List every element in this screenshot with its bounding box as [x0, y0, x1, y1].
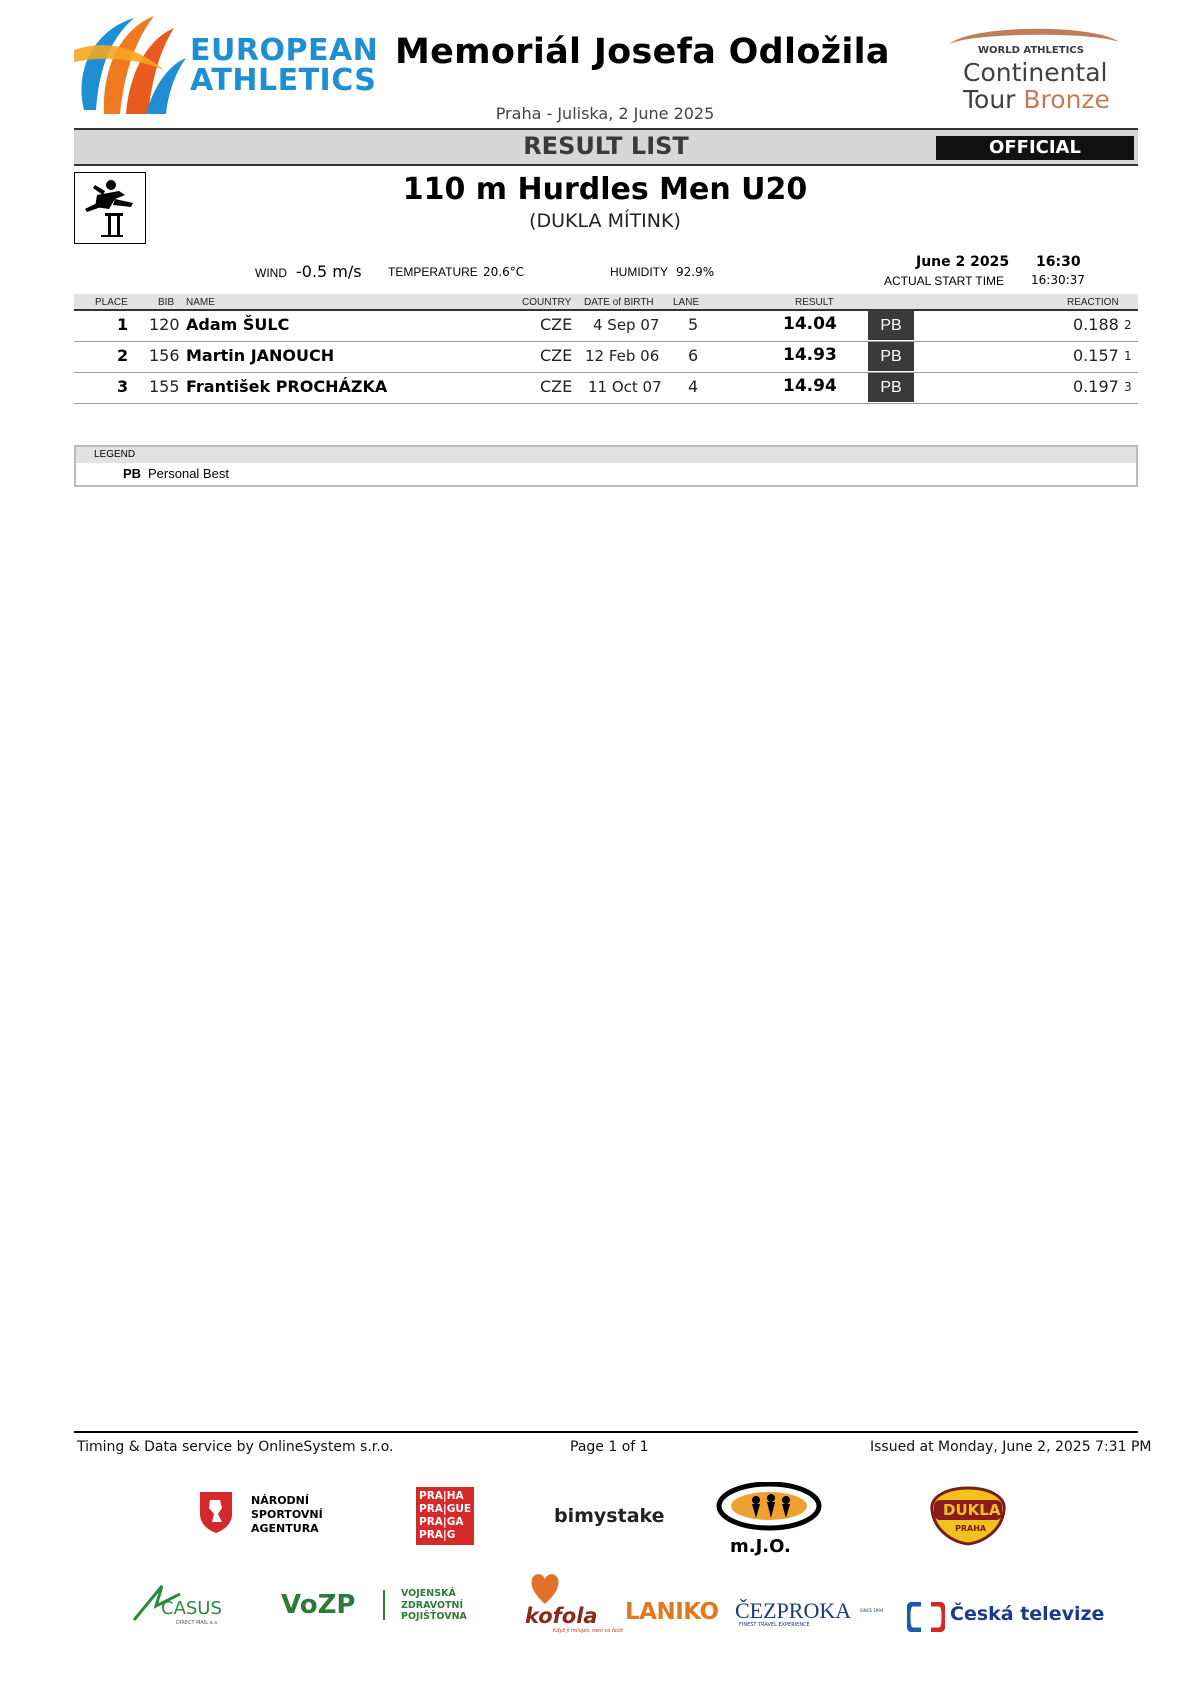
vozp-logo-text: VoZP — [281, 1590, 356, 1620]
praha-logo: PRA|HA PRA|GUE PRA|GA PRA|G — [416, 1487, 474, 1545]
kofola-logo-text: kofola — [525, 1604, 598, 1628]
humidity-label: HUMIDITY — [610, 265, 668, 279]
event-pictogram — [74, 172, 146, 244]
actual-start-time: 16:30:37 — [1031, 273, 1085, 287]
casus-logo-text: CASUS — [161, 1598, 222, 1619]
vozp-divider — [383, 1590, 385, 1620]
col-reaction: REACTION — [1067, 297, 1119, 308]
athlete-name: František PROCHÁZKA — [186, 377, 388, 396]
cezproka-subtext: FINEST TRAVEL EXPERIENCE — [739, 1622, 810, 1628]
record-badge: PB — [868, 373, 914, 402]
meet-title: Memoriál Josefa Odložila — [395, 32, 890, 72]
wind-value: -0.5 m/s — [296, 262, 362, 281]
col-country: COUNTRY — [522, 297, 572, 308]
col-dob: DATE of BIRTH — [584, 297, 654, 308]
place: 3 — [117, 377, 129, 396]
cezproka-logo: ČEZPROKA — [735, 1598, 852, 1623]
col-lane: LANE — [673, 297, 700, 308]
event-title: 110 m Hurdles Men U20 — [402, 172, 808, 207]
nsa-logo-text: NÁRODNÍ SPORTOVNÍ AGENTURA — [251, 1494, 323, 1535]
wind-label: WIND — [255, 266, 287, 280]
tour-logo-line1: Continental — [963, 58, 1108, 87]
bib: 156 — [149, 346, 180, 365]
bimystake-logo: bimystake — [554, 1505, 665, 1527]
timing-credit: Timing & Data service by OnlineSystem s.r.o. — [77, 1439, 394, 1455]
legend-header — [76, 447, 1136, 463]
legend-title: LEGEND — [94, 449, 136, 460]
place: 1 — [117, 315, 129, 334]
nsa-shield-icon — [198, 1490, 234, 1534]
place: 2 — [117, 346, 129, 365]
kofola-heart-icon — [530, 1570, 560, 1606]
european-athletics-logo-icon — [74, 10, 189, 120]
country: CZE — [540, 377, 573, 396]
lane: 5 — [688, 315, 699, 334]
lane: 6 — [688, 346, 699, 365]
humidity-value: 92.9% — [676, 265, 715, 279]
record-badge: PB — [868, 342, 914, 371]
temperature-value: 20.6°C — [483, 265, 525, 279]
page-number: Page 1 of 1 — [570, 1439, 649, 1455]
col-place: PLACE — [95, 297, 128, 308]
mjo-track-logo-icon — [716, 1482, 822, 1540]
mjo-logo-text: m.J.O. — [730, 1536, 791, 1557]
tour-logo-small-text: WORLD ATHLETICS — [978, 45, 1085, 56]
result: 14.93 — [783, 345, 837, 365]
event-date: June 2 2025 — [916, 254, 1010, 270]
lane: 4 — [688, 377, 699, 396]
col-name: NAME — [186, 297, 215, 308]
result: 14.94 — [783, 376, 837, 396]
scheduled-time: 16:30 — [1036, 254, 1081, 270]
european-athletics-wordmark: EUROPEAN ATHLETICS — [190, 33, 379, 98]
bib: 120 — [149, 315, 180, 334]
cezproka-since: SINCE 1994 — [860, 1608, 884, 1613]
legend-code: PB — [123, 466, 142, 481]
date-of-birth: 4 Sep 07 — [593, 316, 660, 334]
dukla-logo-subtext: PRAHA — [955, 1524, 987, 1533]
athlete-name: Martin JANOUCH — [186, 346, 335, 365]
issued-timestamp: Issued at Monday, June 2, 2025 7:31 PM — [870, 1439, 1152, 1455]
bib: 155 — [149, 377, 180, 396]
laniko-logo: LANIKO — [625, 1599, 719, 1625]
casus-logo-subtext: DIRECT MAIL a.s. — [176, 1620, 219, 1626]
record-badge: PB — [868, 311, 914, 340]
reaction-rank: 1 — [1124, 349, 1132, 363]
meet-subtitle: Praha - Juliska, 2 June 2025 — [495, 104, 715, 123]
official-badge: OFFICIAL — [936, 136, 1134, 160]
legend-description: Personal Best — [148, 466, 229, 481]
actual-start-label: ACTUAL START TIME — [884, 274, 1005, 288]
temperature-label: TEMPERATURE — [388, 265, 478, 279]
footer-divider — [74, 1431, 1138, 1433]
ceska-televize-logo: Česká televize — [950, 1603, 1105, 1625]
ceska-televize-icon — [907, 1602, 945, 1632]
reaction-time: 0.197 — [1073, 377, 1119, 396]
reaction-time: 0.157 — [1073, 346, 1119, 365]
athlete-name: Adam ŠULC — [186, 315, 290, 334]
reaction-time: 0.188 — [1073, 315, 1119, 334]
col-result: RESULT — [795, 297, 834, 308]
tour-logo-line2: Tour Bronze — [963, 85, 1110, 114]
reaction-rank: 3 — [1124, 380, 1132, 394]
result-list-title: RESULT LIST — [523, 132, 689, 160]
date-of-birth: 12 Feb 06 — [585, 347, 660, 365]
event-subtitle: (DUKLA MÍTINK) — [529, 210, 681, 232]
reaction-rank: 2 — [1124, 318, 1132, 332]
hurdler-icon — [75, 173, 144, 242]
result: 14.04 — [783, 314, 837, 334]
kofola-logo-subtext: Když ji miluješ, není co řešit — [553, 1628, 623, 1634]
vozp-logo-subtext: VOJENSKÁ ZDRAVOTNÍ POJIŠŤOVNA — [401, 1588, 467, 1622]
dukla-logo-text: DUKLA — [943, 1501, 1001, 1519]
country: CZE — [540, 346, 573, 365]
col-bib: BIB — [158, 297, 175, 308]
date-of-birth: 11 Oct 07 — [588, 378, 662, 396]
country: CZE — [540, 315, 573, 334]
